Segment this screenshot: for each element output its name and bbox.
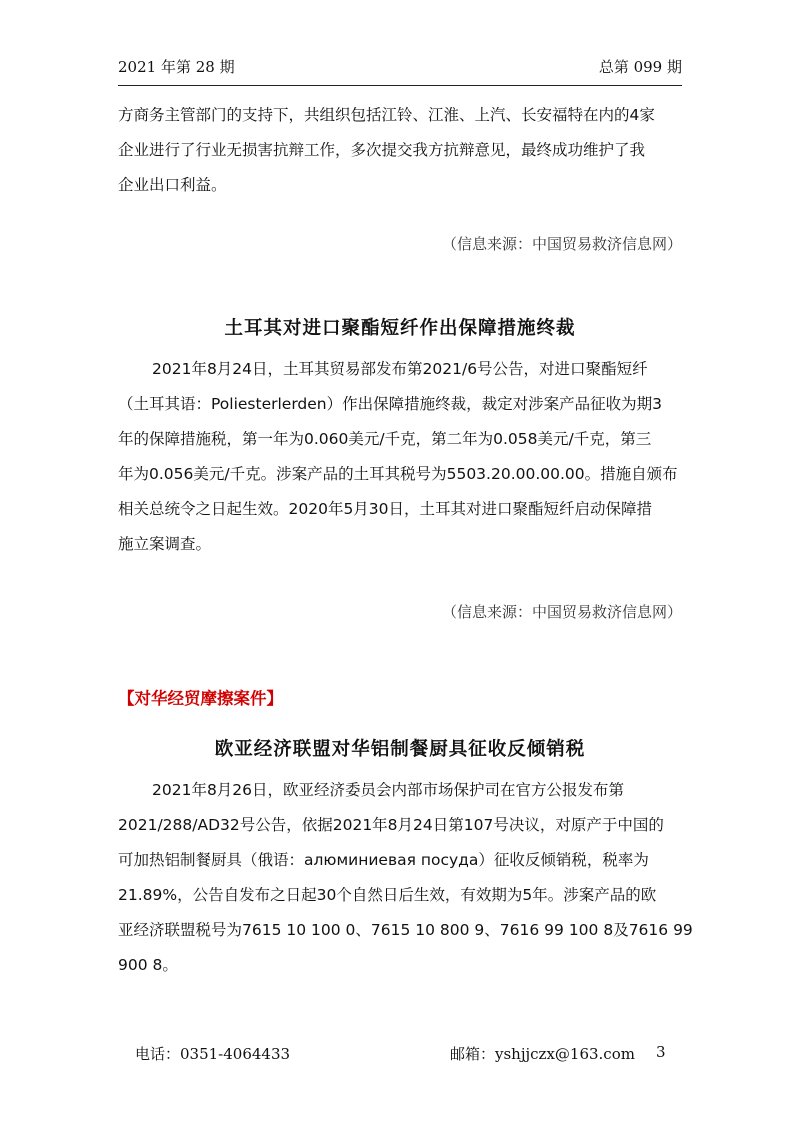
page-number: 3 xyxy=(656,1043,666,1061)
footer-email: 邮箱：yshjjczx@163.com xyxy=(450,1045,635,1063)
paragraph-line: 900 8。 xyxy=(118,956,178,974)
paragraph-line: 2021年8月24日，土耳其贸易部发布第2021/6号公告，对进口聚酯短纤 xyxy=(152,360,648,378)
footer-phone: 电话：0351-4064433 xyxy=(135,1045,291,1063)
issue-number: 2021 年第 28 期 xyxy=(118,58,235,76)
article-body xyxy=(118,352,684,562)
paragraph-line: 年的保障措施税，第一年为0.060美元/千克，第二年为0.058美元/千克，第三 xyxy=(118,430,652,448)
article-body xyxy=(118,773,693,983)
total-issue-number: 总第 099 期 xyxy=(598,58,682,76)
paragraph-line: 亚经济联盟税号为7615 10 100 0、7615 10 800 9、7616 99 100 8及7616 99 xyxy=(118,921,693,939)
intro-paragraph xyxy=(118,98,684,203)
paragraph-line: 施立案调查。 xyxy=(118,535,212,553)
source-note: （信息来源：中国贸易救济信息网） xyxy=(441,235,682,253)
header-divider xyxy=(118,85,682,86)
paragraph-line: 可加热铝制餐厨具（俄语：алюминиевая посуда）征收反倾销税，税率为 xyxy=(118,851,649,869)
paragraph-line: 企业进行了行业无损害抗辩工作，多次提交我方抗辩意见，最终成功维护了我 xyxy=(118,141,646,159)
source-note: （信息来源：中国贸易救济信息网） xyxy=(441,603,682,621)
section-heading: 【对华经贸摩擦案件】 xyxy=(118,689,283,708)
article-title: 土耳其对进口聚酯短纤作出保障措施终裁 xyxy=(224,318,576,339)
article-title: 欧亚经济联盟对华铝制餐厨具征收反倾销税 xyxy=(214,739,586,760)
page-header xyxy=(118,56,682,82)
paragraph-line: 2021年8月26日，欧亚经济委员会内部市场保护司在官方公报发布第 xyxy=(152,781,625,799)
paragraph-line: 21.89%，公告自发布之日起30个自然日后生效，有效期为5年。涉案产品的欧 xyxy=(118,886,657,904)
paragraph-line: 方商务主管部门的支持下，共组织包括江铃、江淮、上汽、长安福特在内的4家 xyxy=(118,106,655,124)
paragraph-line: 相关总统令之日起生效。2020年5月30日，土耳其对进口聚酯短纤启动保障措 xyxy=(118,500,653,518)
paragraph-line: 企业出口利益。 xyxy=(118,176,227,194)
paragraph-line: 2021/288/AD32号公告，依据2021年8月24日第107号决议，对原产于中国的 xyxy=(118,816,664,834)
paragraph-line: 年为0.056美元/千克。涉案产品的土耳其税号为5503.20.00.00.00。措施自颁布 xyxy=(118,465,678,483)
paragraph-line: （土耳其语：Poliesterlerden）作出保障措施终裁，裁定对涉案产品征收为期3 xyxy=(118,395,662,413)
